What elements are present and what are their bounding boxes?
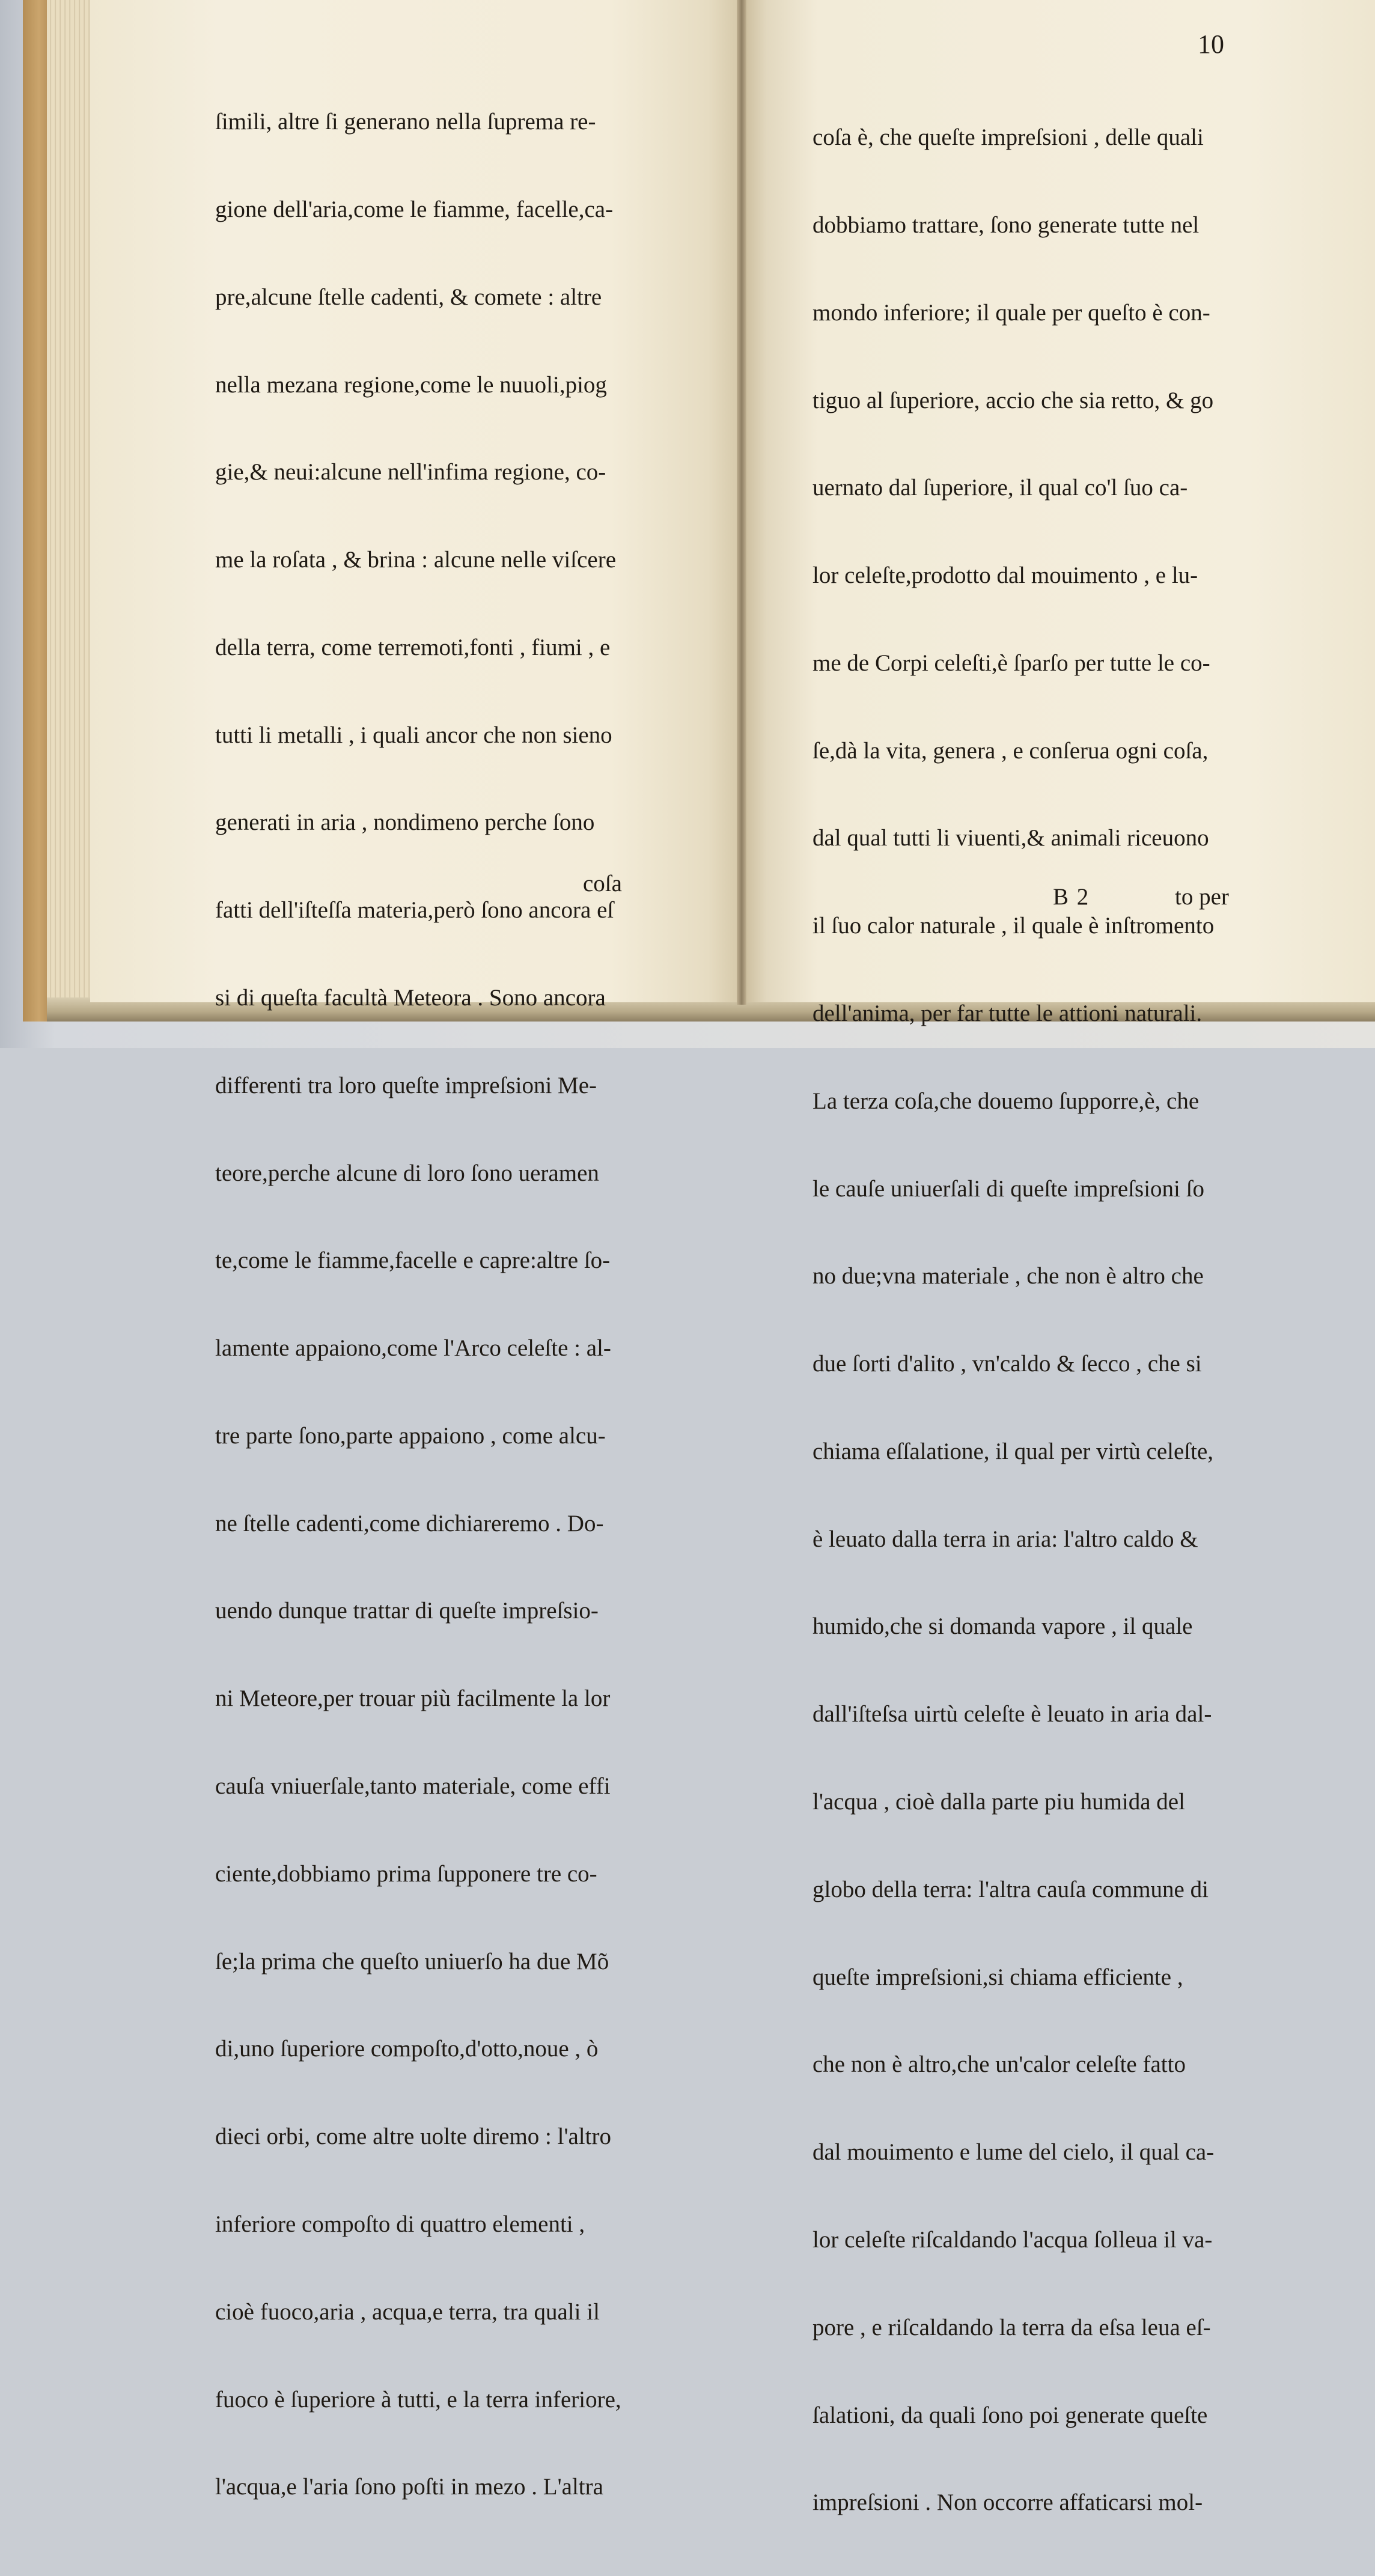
text-line: me la roſata , & brina : alcune nelle viſcere bbox=[215, 547, 617, 573]
text-line: cauſa vniuerſale,tanto materiale, come effi bbox=[215, 1773, 611, 1800]
text-line: lor celeſte riſcaldando l'acqua ſolleua il va- bbox=[812, 2226, 1213, 2253]
left-page-text bbox=[215, 49, 621, 2560]
text-line: lamente appaiono,come l'Arco celeſte : al- bbox=[215, 1335, 611, 1362]
text-line: dieci orbi, come altre uolte diremo : l'altro bbox=[215, 2124, 611, 2150]
text-line: due ſorti d'alito , vn'caldo & ſecco , che si bbox=[812, 1351, 1202, 1377]
right-catchword: to per bbox=[1175, 884, 1229, 910]
text-line: fuoco è ſuperiore à tutti, e la terra inferiore, bbox=[215, 2386, 621, 2413]
text-line: l'acqua,e l'aria ſono poſti in mezo . L'altra bbox=[215, 2474, 603, 2500]
left-catchword: coſa bbox=[583, 871, 622, 897]
text-line: pre,alcune ſtelle cadenti, & comete : altre bbox=[215, 284, 602, 310]
text-line: uendo dunque trattar di queſte impreſsio- bbox=[215, 1598, 599, 1624]
text-line: ſe;la prima che queſto uniuerſo ha due Mõ bbox=[215, 1948, 609, 1975]
text-line: è leuato dalla terra in aria: l'altro caldo & bbox=[812, 1526, 1198, 1552]
text-line: pore , e riſcaldando la terra da eſsa leua eſ- bbox=[812, 2314, 1211, 2340]
text-line: fatti dell'iſteſſa materia,però ſono ancora eſ bbox=[215, 897, 614, 924]
text-line: globo della terra: l'altra cauſa commune di bbox=[812, 1876, 1209, 1902]
text-line: generati in aria , nondimeno perche ſono bbox=[215, 809, 595, 836]
text-line: ciente,dobbiamo prima ſupponere tre co- bbox=[215, 1860, 597, 1887]
text-line: differenti tra loro queſte impreſsioni Me- bbox=[215, 1072, 597, 1098]
text-line: di,uno ſuperiore compoſto,d'otto,noue , ò bbox=[215, 2036, 599, 2062]
text-line: il ſuo calor naturale , il quale è inſtromento bbox=[812, 913, 1215, 939]
text-line: te,come le fiamme,facelle e capre:altre ſo- bbox=[215, 1247, 611, 1274]
text-line: tre parte ſono,parte appaiono , come alcu- bbox=[215, 1422, 606, 1449]
text-line: dal qual tutti li viuenti,& animali riceuono bbox=[812, 825, 1209, 851]
text-line: che non è altro,che un'calor celeſte fatto bbox=[812, 2051, 1186, 2078]
text-line: inferiore compoſto di quattro elementi , bbox=[215, 2211, 585, 2237]
text-line: gione dell'aria,come le fiamme, facelle,ca- bbox=[215, 196, 614, 222]
text-line: cioè fuoco,aria , acqua,e terra, tra quali il bbox=[215, 2298, 600, 2325]
text-line: ſalationi, da quali ſono poi generate queſte bbox=[812, 2402, 1208, 2428]
text-line: me de Corpi celeſti,è ſparſo per tutte le co- bbox=[812, 650, 1210, 676]
text-line: no due;vna materiale , che non è altro che bbox=[812, 1263, 1204, 1290]
text-line: chiama eſſalatione, il qual per virtù celeſte, bbox=[812, 1438, 1214, 1464]
right-page-text bbox=[812, 65, 1214, 2576]
text-line: dall'iſteſsa uirtù celeſte è leuato in aria dal- bbox=[812, 1701, 1212, 1728]
text-line: teore,perche alcune di loro ſono ueramen bbox=[215, 1160, 599, 1186]
text-line: uernato dal ſuperiore, il qual co'l ſuo ca- bbox=[812, 475, 1188, 501]
page-stack-edge bbox=[47, 0, 95, 1017]
book-gutter bbox=[737, 0, 746, 1005]
page-number: 10 bbox=[1198, 29, 1224, 59]
text-line: queſte impreſsioni,si chiama efficiente , bbox=[812, 1964, 1183, 1990]
text-line: tiguo al ſuperiore, accio che sia retto, & go bbox=[812, 387, 1214, 413]
text-line: impreſsioni . Non occorre affaticarsi mol- bbox=[812, 2489, 1203, 2516]
text-line: nella mezana regione,come le nuuoli,piog bbox=[215, 371, 607, 398]
text-line: dobbiamo trattare, ſono generate tutte nel bbox=[812, 212, 1200, 238]
text-line: della terra, come terremoti,fonti , fiumi , e bbox=[215, 634, 611, 660]
text-line: lor celeſte,prodotto dal mouimento , e lu- bbox=[812, 562, 1198, 589]
signature-mark: B 2 bbox=[1053, 884, 1090, 910]
text-line: ni Meteore,per trouar più facilmente la lor bbox=[215, 1685, 611, 1712]
text-line: tutti li metalli , i quali ancor che non sieno bbox=[215, 722, 612, 748]
text-line: dell'anima, per far tutte le attioni naturali. bbox=[812, 1000, 1203, 1026]
text-line: mondo inferiore; il quale per queſto è con- bbox=[812, 299, 1210, 326]
text-line: coſa è, che queſte impreſsioni , delle quali bbox=[812, 124, 1204, 151]
text-line: La terza coſa,che douemo ſupporre,è, che bbox=[812, 1088, 1200, 1114]
text-line: ne ſtelle cadenti,come dichiareremo . Do- bbox=[215, 1510, 604, 1536]
text-line: le cauſe uniuerſali di queſte impreſsioni ſo bbox=[812, 1175, 1204, 1202]
text-line: gie,& neui:alcune nell'infima regione, co- bbox=[215, 459, 606, 486]
text-line: l'acqua , cioè dalla parte piu humida del bbox=[812, 1789, 1185, 1815]
text-line: humido,che si domanda vapore , il quale bbox=[812, 1613, 1193, 1640]
text-line: si di queſta facultà Meteora . Sono ancora bbox=[215, 985, 606, 1011]
text-line: dal mouimento e lume del cielo, il qual ca- bbox=[812, 2139, 1215, 2166]
text-line: ſimili, altre ſi generano nella ſuprema re- bbox=[215, 109, 596, 135]
text-line: ſe,dà la vita, genera , e conſerua ogni coſa, bbox=[812, 737, 1209, 764]
